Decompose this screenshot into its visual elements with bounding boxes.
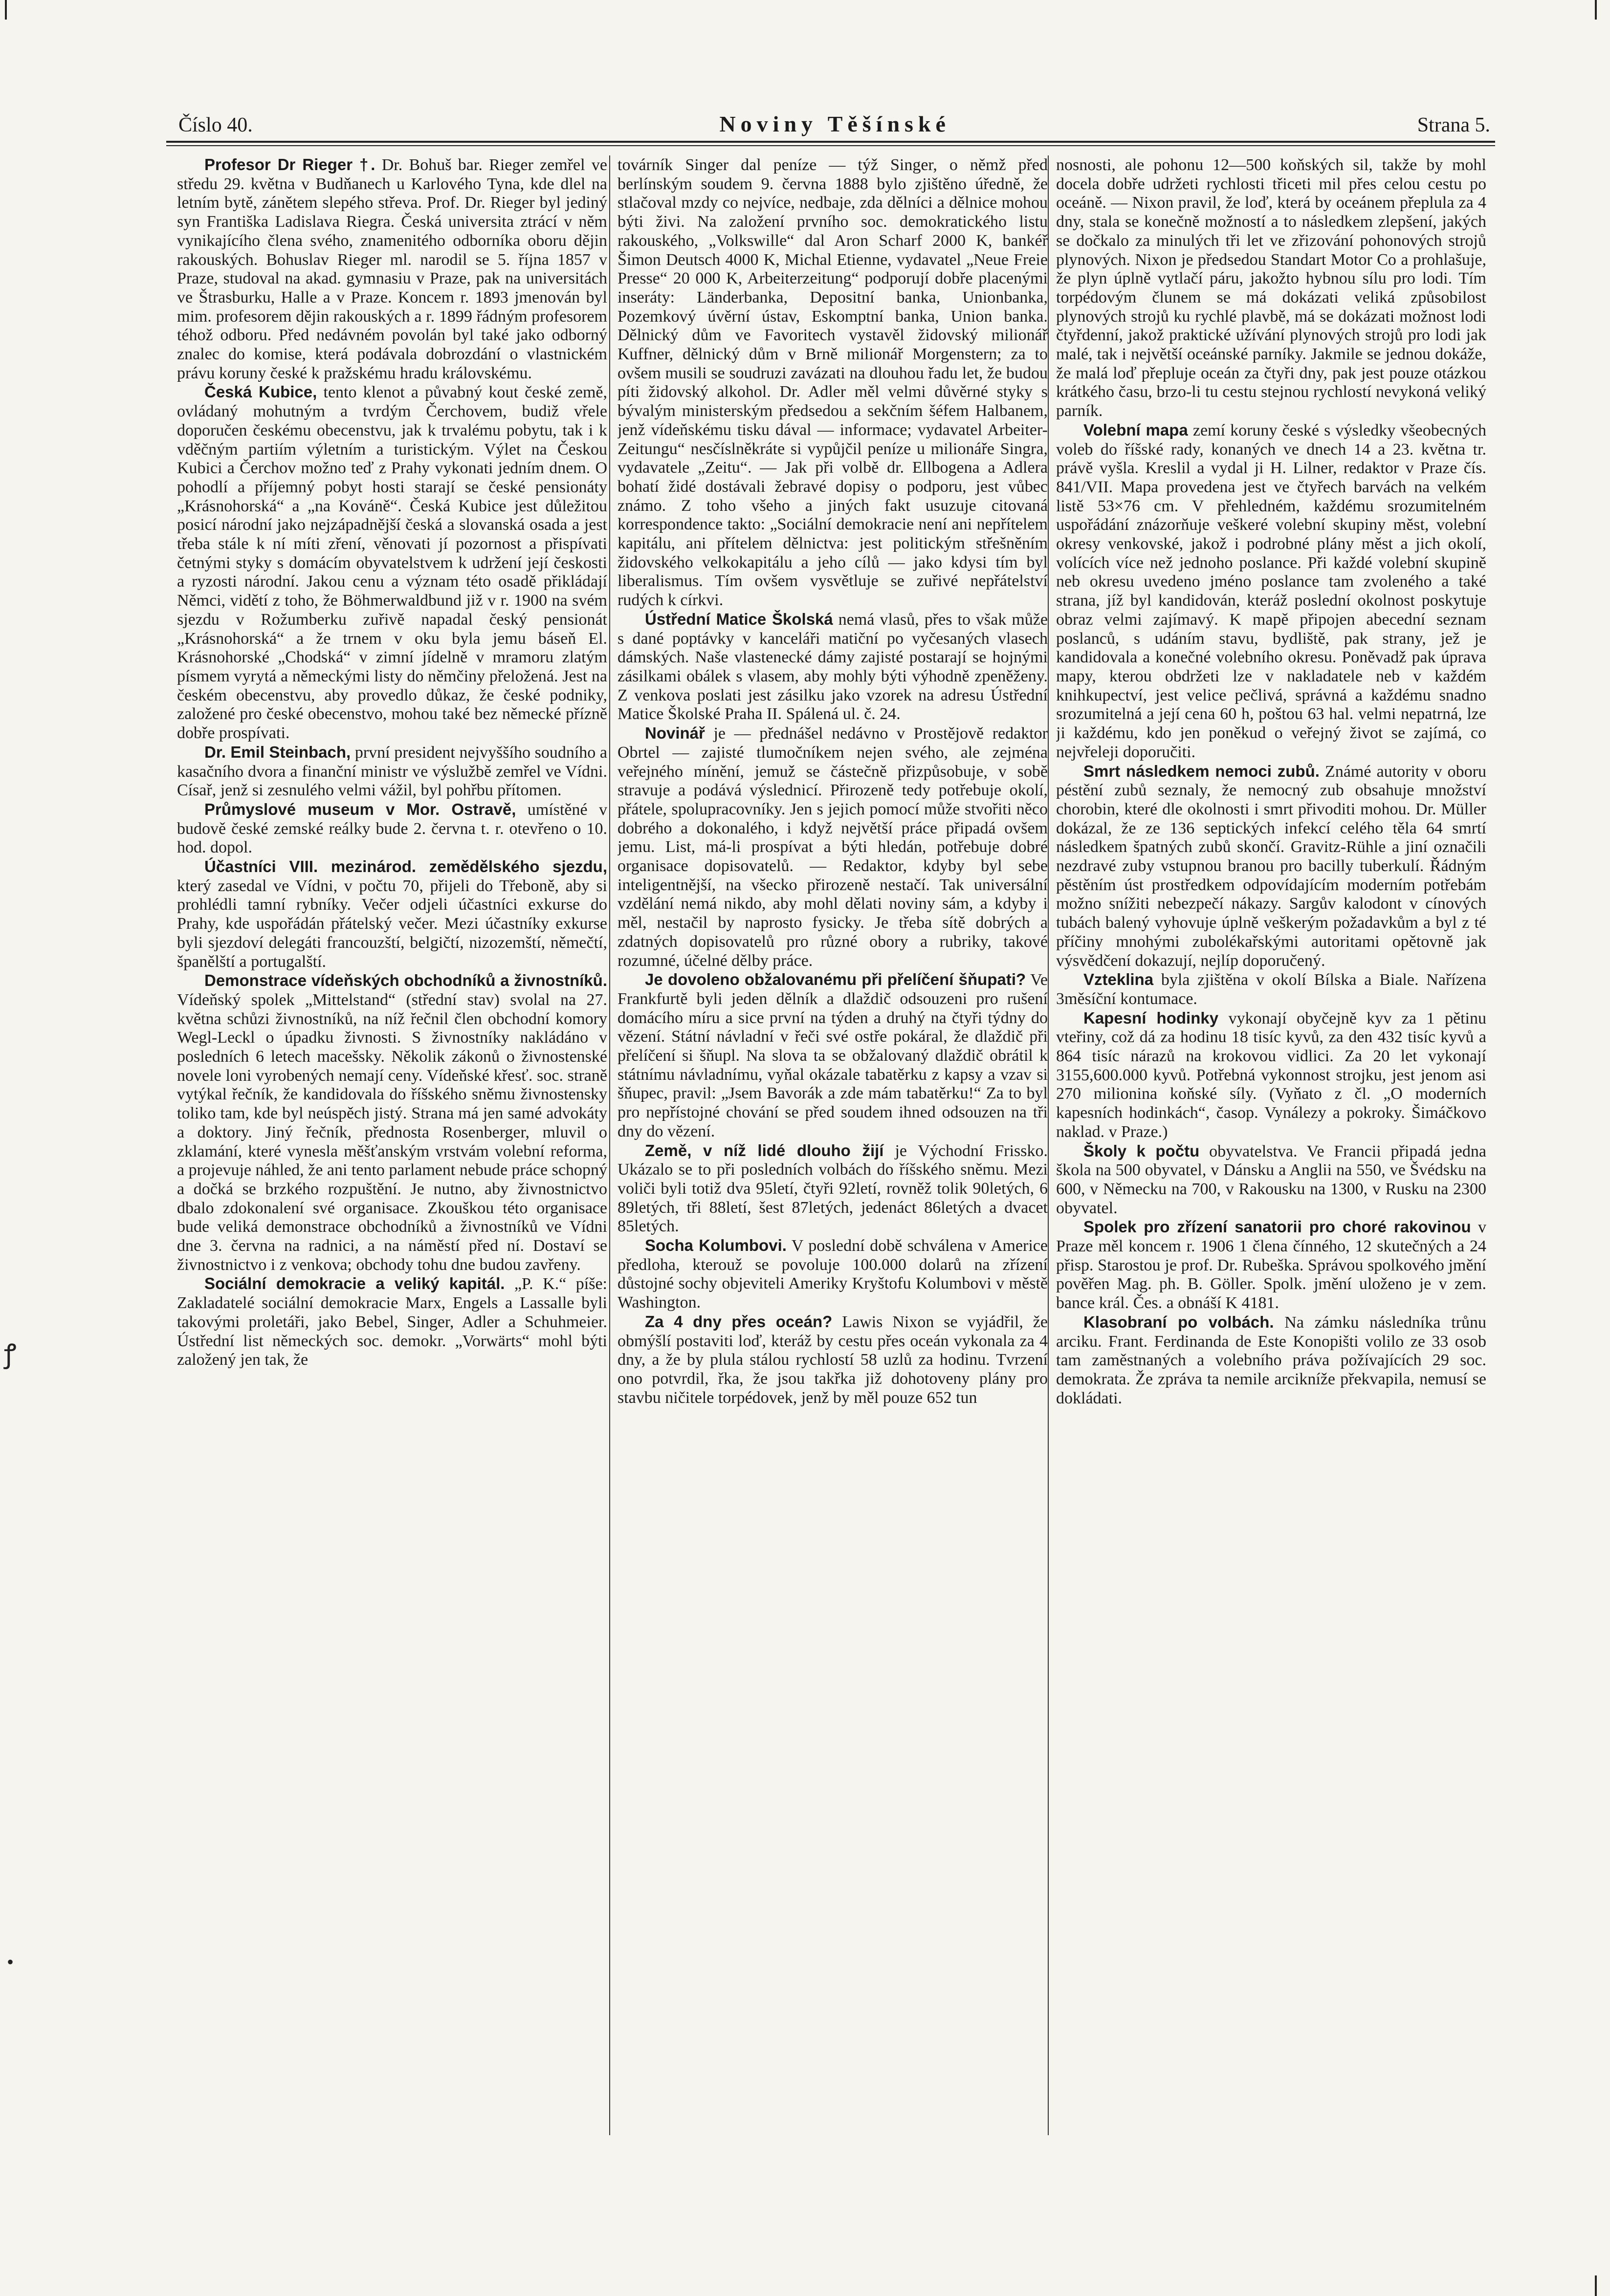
article-body: Lawis Nixon se vyjádřil, že obmýšlí postaviti loď, kteráž by cestu přes oceán vykonala za 4 dny, a že by plula stálou rychlostí 58 uzlů za hodinu. Tvrzení ono potvrdil, řka, že jsou takřka již dohotoveny plány pro stavbu ničitele torpédovek, jenž by měl pouze 652 tun bbox=[618, 1312, 1048, 1407]
article-heading: Demonstrace vídeňských obchodníků a živnostníků. bbox=[204, 971, 607, 990]
article-rieger bbox=[177, 155, 607, 383]
article-body: Ve Frankfurtě byli jeden dělník a dlaždič odsouzeni pro rušení domácího míru a sice první na týden a druhý na čtyři týdny do vězení. Státní návladní v řeči své ostře pokáral, že dlaždič při přelíčení si šňupl. Na slova ta se obžalovaný dlaždič obrátil k státnímu návladnímu, vyňal okázale tabatěrku z kapsy a vzav si šňupec, pravil: „Jsem Bavorák a zde mám tabatěrku!“ Za to byl pro nepřístojné chování se před soudem ihned odsouzen na tři dny do vězení. bbox=[618, 971, 1048, 1140]
article-socha bbox=[618, 1236, 1048, 1312]
article-body: umístěné v budově české zemské reálky bude 2. června t. r. otevřeno o 10. hod. dopol. bbox=[177, 800, 607, 857]
article-heading: Profesor Dr Rieger †. bbox=[204, 155, 375, 174]
article-body: továrník Singer dal peníze — týž Singer, o němž před berlínským soudem 9. června 1888 bylo zjištěno úředně, že stlačoval mzdy co nejvíce, nedbaje, zda dělníci a dělnice mohou býti živi. Na založení prvního soc. demokratického listu rakouského, „Volkswille“ dal Aron Scharf 2000 K, bankéř Šimon Deutsch 4000 K, Michal Etienne, vydavatel „Neue Freie Presse“ 20 000 K, Arbeiterzeitung“ podporují dobře placenými inseráty: Länderbanka, Depositní banka, Unionbanka, Pozemkový úvěrní ústav, Eskomptní banka, Union banka. Dělnický dům ve Favoritech vystavěl židovský milionář Kuffner, dělnický dům v Brně milionář Morgenstern; za to ovšem musili se soudruzi zavázati na dlouhou řadu let, že budou píti židovský alkohol. Dr. Adler měl velmi důvěrné styky s bývalým ministerským předsedou a sekčním šéfem Halbanem, jenž vídeňskému tisku dával — informace; vydavatel Arbeiter-Zeitungu“ nesčíslněkráte si vypůjčil peníze u milionáře Singra, vydavatele „Zeitu“. — Jak při volbě dr. Ellbogena a Adlera bohatí židé dostávali žebravé dopisy o podporu, jest vůbec známo. Z toho všeho a jiných fakt usuzuje citovaná korrespondence takto: „Sociální demokracie není ani nepřítelem kapitálu, ani přítelem dělnictva: jest politickým střešněním židovského velkokapitálu a jeho cílů — jako kdysi tím byl liberalismus. Tím ovšem vysvětluje se zuřivé nepřátelství rudých k církvi. bbox=[618, 156, 1048, 610]
header-rule-thin bbox=[166, 145, 1495, 146]
article-museum bbox=[177, 800, 607, 857]
column-3 bbox=[1056, 155, 1486, 2138]
article-zeme bbox=[618, 1141, 1048, 1237]
article-snupati bbox=[618, 970, 1048, 1141]
article-body: Vídeňský spolek „Mittelstand“ (střední stav) svolal na 27. května schůzi živnostníků, na níž řečnil člen obchodní komory Wegl-Leckl o úpadku živnosti. S živnostníky nakládáno v posledních 6 letech macešsky. Několik zákonů o živnostenské novele loni vyrobených nemají ceny. Vídeňské křesť. soc. straně vytýkal řečník, že kandidovala do říšského sněmu živnostensky toliko tam, kde byl neúspěch jistý. Strana má jen samé advokáty a doktory. Jiný řečník, přednosta Rosenberger, mluvil o zklamání, které vynesla měšťanským vrstvám volební reforma, a projevuje náhled, že ani tento parlament nebude práce schopný a dočká se brzkého rozpuštění. Je nutno, aby živnostnictvo dbalo zdokonalení své organisace. Zkouškou této organisace bude veliká demonstrace obchodníků a živnostníků ve Vídni dne 3. června na radnici, a na náměstí před ní. Dostaví se živnostnictvo i z venkova; obchody tohu dne budou zavřeny. bbox=[177, 990, 607, 1274]
article-demonstrace bbox=[177, 971, 607, 1274]
margin-dot-left: • bbox=[7, 1951, 14, 1973]
crop-mark-top-left bbox=[5, 0, 7, 20]
newspaper-title: Noviny Těšínské bbox=[719, 111, 950, 136]
article-heading: Smrt následkem nemoci zubů. bbox=[1083, 762, 1320, 780]
article-body: zemí koruny české s výsledky všeobecných voleb do říšské rady, konaných ve dnech 14 a 23. května tr. právě vyšla. Kreslil a vydal ji H. Lilner, redaktor v Praze čís. 841/VII. Mapa provedena jest ve čtyřech barvách na velkém listě 53×76 cm. V přehledném, každému srozumitelném uspořádání znázorňuje veškeré volební skupiny měst, volební okresy venkovské, jakož i podrobné plány měst a jich okolí, volících více než jednoho poslance. Při každé volební skupině neb okresu uvedeno jméno poslance tam zvoleného a také strana, jíž byl kandidován, kteráž poslední okolnost poskytuje obraz velmi zajímavý. K mapě připojen abecední seznam poslanců, s udáním stavu, bydliště, pak strany, jež je kandidovala a konečné volebního okresu. Poněvadž pak úprava mapy, kterou obdržeti lze v nakladatele neb v každém knihkupectví, jest velice pečlivá, správná a každému snadno srozumitelná a její cena 60 h, poštou 63 hal. velmi nepatrná, lze ji každému, kdo jen poněkud o veřejný život se zajímá, co nejvřeleji doporučiti. bbox=[1056, 421, 1486, 761]
article-body: V poslední době schválena v Americe předloha, kterouž se povoluje 100.000 dolarů na zřízení důstojné sochy objeviteli Ameriky Kryštofu Kolumbovi v městě Washington. bbox=[618, 1237, 1048, 1312]
article-matice bbox=[618, 610, 1048, 724]
article-soc-demokracie bbox=[177, 1274, 607, 1370]
crop-mark-top-right bbox=[1595, 0, 1597, 20]
article-heading: Socha Kolumbovi. bbox=[645, 1236, 787, 1255]
article-volebni-mapa bbox=[1056, 421, 1486, 762]
article-steinbach bbox=[177, 743, 607, 800]
article-heading: Ústřední Matice Školská bbox=[645, 610, 833, 628]
article-heading: Kapesní hodinky bbox=[1083, 1008, 1219, 1027]
article-heading: Školy k počtu bbox=[1083, 1141, 1200, 1160]
article-hodinky bbox=[1056, 1009, 1486, 1142]
article-heading: Klasobraní po volbách. bbox=[1083, 1312, 1274, 1331]
article-body: nosnosti, ale pohonu 12—500 koňských sil, takže by mohl docela dobře udržeti rychlosti třiceti mil přes celou cestu po oceáně. — Nixon pravil, že loď, která by oceánem přeplula za 4 dny, stala se konečně možností a to následkem zlepšení, jakých se dočkalo za minulých tři let ve zřizování pohonových strojů plynových. Nixon je předsedou Standart Motor Co a prohlašuje, že plyn úplně vytlačí páru, jakožto hybnou sílu pro lodi. Tím torpédovým člunem se má dokázati veliká způsobilost plynových strojů ku rychlé plavbě, má se dokázati možnost lodi čtyřdenní, jakož praktické užívání plynových strojů pro lodi jak malé, tak i největší oceánské parníky. Jakmile se jednou dokáže, že malá loď přepluje oceán za čtyři dny, pak jest pouze otázkou krátkého času, brzo-li tu cestu stejnou rychlostí nevykoná veliký parník. bbox=[1056, 156, 1486, 420]
article-klasobrani bbox=[1056, 1313, 1486, 1408]
page-number: Strana 5. bbox=[1417, 114, 1490, 136]
article-body: Známé autority v oboru péstění zubů seznaly, že nemocný zub obsahuje množství chorobin, které dle okolnosti i smrt přivoditi mohou. Dr. Müller dokázal, že ze 136 septických infekcí celého těla 64 smrtí následkem špatných zubů skončí. Gravitz-Rühle a jiní označili nezdravé zuby vstupnou branou pro bacilly tuberkulí. Řádným pěstěním úst prostředkem odpovídajícím moderním potřebám možno snížiti nebezpečí nákazy. Sargův kalodont v cínových tubách balený vyhovuje úplně veškerým požadavkům a byl z té příčiny mnohými zubolékařskými autoritami opětovně jak výsvědčení dokazují, nejlíp doporučený. bbox=[1056, 762, 1486, 970]
article-heading: Je dovoleno obžalovanému při přelíčení šňupati? bbox=[645, 970, 1026, 989]
article-sjezd bbox=[177, 857, 607, 971]
article-heading: Česká Kubice, bbox=[204, 383, 317, 401]
article-body: obyvatelstva. Ve Francii připadá jedna škola na 500 obyvatel, v Dánsku a Anglii na 550, ve Švédsku na 600, v Německu na 700, v Rakousku na 1300, v Rusku na 2300 obyvatel. bbox=[1056, 1142, 1486, 1217]
article-body: Na zámku následníka trůnu arciku. Frant. Ferdinanda de Este Konopišti volilo ze 33 osob tam zaměstnaných a volebního práva požívajících 29 soc. demokrata. Že zpráva ta nemile arcikníže překvapila, nemusí se dokládati. bbox=[1056, 1313, 1486, 1407]
article-body: Dr. Bohuš bar. Rieger zemřel ve středu 29. května v Budňanech u Karlového Tyna, kde dlel na letním bytě, zánětem slepého střeva. Prof. Dr. Rieger byl jediný syn Františka Ladislava Riegra. Česká universita ztrácí v něm vynikajícího člena svého, znamenitého odborníka oboru dějin rakouských. Bohuslav Rieger ml. narodil se 5. října 1857 v Praze, studoval na akad. gymnasiu v Praze, pak na universitách ve Štrasburku, Halle a v Praze. Koncem r. 1893 jmenován byl mim. profesorem dějin rakouských a r. 1899 řádným profesorem téhož odboru. Před nedávném povolán byl také jako odborný znalec do komise, která podávala dobrozdání o vlastnickém právu koruny české k pražskému hradu královskému. bbox=[177, 156, 607, 382]
article-body: nemá vlasů, přes to však může s dané poptávky v kanceláři matiční po vyčesaných vlasech dámských. Naše vlastenecké dámy zajisté postarají se hojnými zásilkami obálek s vlasem, aby mohly býti výhodně zpeněženy. Z venkova poslati jest zásilku jako vzorek na adresu Ústřední Matice Školské Praha II. Spálená ul. č. 24. bbox=[618, 610, 1048, 723]
article-body: první president nejvyššího soudního a kasačního dvora a finanční ministr ve výslužbě zemřel ve Vídni. Císař, jenž si zesnulého velmi vážil, byl pohřbu přítomen. bbox=[177, 743, 607, 800]
article-heading: Vzteklina bbox=[1083, 970, 1154, 989]
article-heading: Spolek pro zřízení sanatorii pro choré rakovinou bbox=[1083, 1218, 1471, 1236]
issue-number: Číslo 40. bbox=[178, 114, 253, 136]
article-skoly bbox=[1056, 1142, 1486, 1218]
article-heading: Za 4 dny přes oceán? bbox=[645, 1312, 833, 1331]
column-divider bbox=[1048, 155, 1049, 2135]
article-vzteklina bbox=[1056, 970, 1486, 1008]
article-body: je — přednášel nedávno v Prostějově redaktor Obrtel — zajisté tlumočníkem nejen svého, ale zejména veřejného mínění, jemuž se částečně přizpůsobuje, v sobě stravuje a podává výslednicí. Přirozeně tedy potřebuje okolí, přátele, spolupracovníky. Jen s jejich pomocí může stvořiti něco dobrého a dokonalého, i když největší práce připadá ovšem jemu. List, má-li prospívat a býti hledán, potřebuje dobré organisace dopisovatelů. — Redaktor, kdyby byl sebe inteligentnější, na všecko přirozeně nestačí. Tak universální vzdělání nemá nikdo, aby mohl dělati noviny sám, a kdyby i měl, nestačil by naprosto fysicky. Je třeba sítě dobrých a zdatných dopisovatelů pro různé obory a rubriky, takové rozumné, účelné dělby práce. bbox=[618, 724, 1048, 970]
crop-mark-bottom-right bbox=[1595, 2275, 1597, 2296]
article-ceska-kubice bbox=[177, 383, 607, 743]
margin-mark-left: ꝭ bbox=[4, 1339, 17, 1369]
article-heading: Dr. Emil Steinbach, bbox=[204, 743, 351, 761]
header-rule bbox=[166, 141, 1495, 143]
article-continuation bbox=[1056, 155, 1486, 421]
article-heading: Země, v níž lidé dlouho žijí bbox=[645, 1141, 884, 1159]
article-smrt-zubu bbox=[1056, 762, 1486, 971]
article-body: „P. K.“ píše: Zakladatelé sociální demokracie Marx, Engels a Lassalle byli takovými proletáři, jako Bebel, Singer, Adler a Schuhmeier. Ústřední list německých soc. demokr. „Vorwärts“ mohl býti založený jen tak, že bbox=[177, 1275, 607, 1369]
article-body: byla zjištěna v okolí Bílska a Biale. Nařízena 3měsíční kontumace. bbox=[1056, 971, 1486, 1008]
article-body: který zasedal ve Vídni, v počtu 70, přijeli do Třeboně, aby si prohlédli tamní rybníky. Večer odjeli účastníci exkurse do Prahy, kde uspořádán přátelský večer. Mezi účastníky exkurse byli sjezdoví delegáti francouzští, belgičtí, nizozemští, němečtí, španělští a portugalští. bbox=[177, 876, 607, 971]
article-body: tento klenot a půvabný kout české země, ovládaný mohutným a tvrdým Čerchovem, budiž vřele doporučen českému obecenstvu, jak k trvalému pobytu, tak i k vděčným partiím výletním a turistickým. Výlet na Českou Kubici a Čerchov možno teď z Prahy vykonati jedním dnem. O pohodlí a příjemný pobyt hosti starají se české pensionáty „Krásnohorská“ a „na Kováně“. Česká Kubice jest důležitou posicí národní jako nejzápadnější česká a slovanská osada a jest třeba stále k ní míti zření, věnovati jí pozornost a přispívati četnými styky s domácím obyvatelstvem k udržení její českosti a ryzosti národní. Jakou cenu a význam této osadě přikládají Němci, vidětí z toho, že Böhmerwaldbund již v r. 1900 na svém sjezdu v Rožumberku zuřivě napadal český pensionát „Krásnohorská“ a že trnem v oku byla jemu báseň El. Krásnohorské „Chodská“ v zimní jídelně v mramoru zlatým písmem vyrytá a německými listy do němčiny přeložená. Jest na českém obecenstvu, aby provedlo důkaz, že české podniky, založené pro české obecenstvo, mohou také bez německé přízně dobře prospívati. bbox=[177, 383, 607, 743]
article-body: vykonají obyčejně kyv za 1 pětinu vteřiny, což dá za hodinu 18 tisíc kyvů, za den 432 tisíc kyvů a 864 tisíc nárazů na krokovou vidlici. Za 20 let vykonají 3155,600.000 kyvů. Potřebná vykonnost strojku, jest jenom asi 270 milionina koňské síly. (Vyňato z čl. „O moderních kapesních hodinkách“, časop. Vynálezy a pokroky. Šimáčkovo naklad. v Praze.) bbox=[1056, 1009, 1486, 1141]
article-sanatorium bbox=[1056, 1218, 1486, 1313]
article-body: je Východní Frissko. Ukázalo se to při posledních volbách do říšského sněmu. Mezi voliči byli totiž dva 95letí, čtyři 92letí, rovněž tolik 90letých, 6 89letých, tři 88letí, šest 87letých, jedenáct 86letých a dvacet 85letých. bbox=[618, 1141, 1048, 1236]
article-heading: Novinář bbox=[645, 724, 705, 743]
column-divider bbox=[609, 155, 610, 2135]
column-1 bbox=[177, 155, 607, 2138]
article-continuation bbox=[618, 155, 1048, 610]
article-heading: Účastníci VIII. mezinárod. zemědělského sjezdu, bbox=[204, 857, 607, 876]
article-ocean bbox=[618, 1312, 1048, 1408]
article-heading: Sociální demokracie a veliký kapitál. bbox=[204, 1274, 505, 1293]
article-heading: Volební mapa bbox=[1083, 420, 1188, 439]
article-novinar bbox=[618, 724, 1048, 970]
article-heading: Průmyslové museum v Mor. Ostravě, bbox=[204, 800, 516, 818]
page-header bbox=[178, 103, 1490, 137]
column-2 bbox=[618, 155, 1048, 2138]
article-body: v Praze měl koncem r. 1906 1 člena čínného, 12 skutečných a 24 přisp. Starostou je prof. Dr. Rubeška. Správou spolkového jmění pověřen Mag. ph. B. Göller. Spolk. jmění uloženo je v zem. bance král. Čes. a obnáší K 4181. bbox=[1056, 1218, 1486, 1312]
